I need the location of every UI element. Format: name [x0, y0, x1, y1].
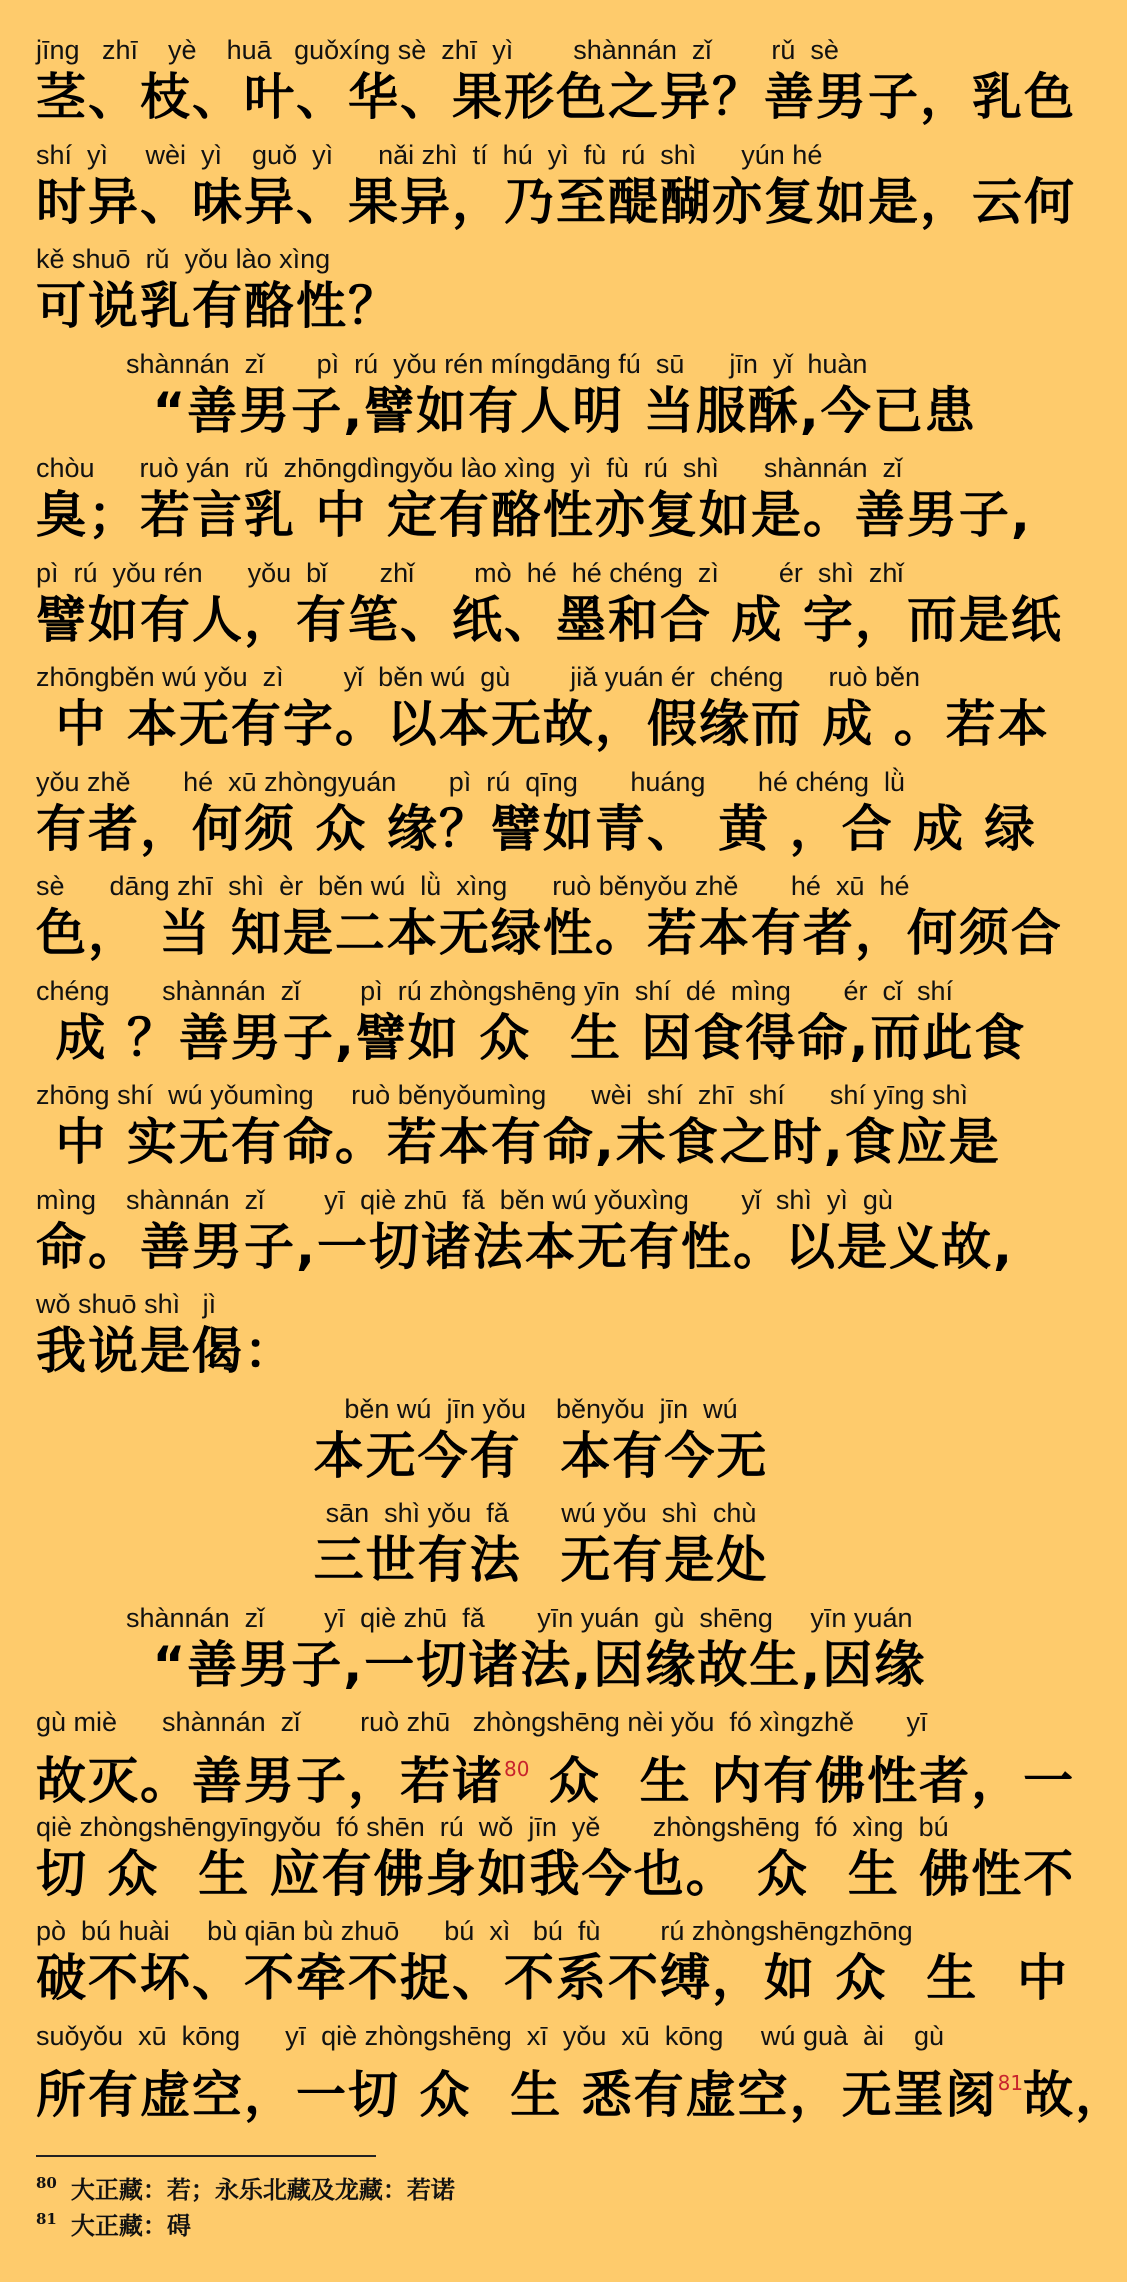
hanzi-text: 时异、味异、果异，乃至醍醐亦复如是，云何 [36, 172, 1076, 231]
verse-line [36, 1180, 1046, 1280]
pinyin-annotation: zhōng shí wú yǒumìng ruò běnyǒumìng wèi shí zhī shí shí yīng shì [36, 1080, 968, 1110]
verse-line [36, 448, 1046, 548]
pinyin-annotation: qiè zhòngshēngyīngyǒu fó shēn rú wǒ jīn yě zhòngshēng fó xìng bú [36, 1811, 949, 1842]
verse-line [36, 2016, 1127, 2124]
pinyin-annotation: pì rú yǒu rén yǒu bǐ zhǐ mò hé hé chéng zì ér shì zhǐ [36, 557, 904, 588]
verse-line [36, 1598, 1046, 1698]
pinyin-annotation: sè dāng zhī shì èr běn wú lǜ xìng ruò běnyǒu zhě hé xū hé [36, 871, 910, 901]
hanzi-text: “善男子,一切诸法,因缘故生,因缘 [36, 1635, 927, 1694]
verse-line [36, 135, 1076, 235]
pinyin-annotation: wǒ shuō shì jì [36, 1289, 217, 1319]
pinyin-annotation: shànnán zǐ yī qiè zhū fǎ yīn yuán gù shēng yīn yuán [36, 1602, 913, 1633]
pinyin-annotation: zhōngběn wú yǒu zì yǐ běn wú gù jiǎ yuán ér chéng ruò běn [36, 662, 921, 692]
hanzi-text: “善男子,譬如有人明 当服酥,今已患 [36, 381, 977, 440]
pinyin-annotation: gù miè shànnán zǐ ruò zhū zhòngshēng nèi yǒu fó xìngzhě yī [36, 1707, 928, 1737]
hanzi-text: 色， 当 知是二本无绿性。若本有者，何须合 [36, 904, 1063, 962]
hanzi-text: 我说是偈： [36, 1322, 296, 1380]
pinyin-annotation: běn wú jīn yǒu běnyǒu jīn wú [344, 1393, 738, 1424]
hanzi-text: 所有虚空，一切 众 生 悉有虚空，无罣阂$^{81}$故， [36, 2065, 1127, 2124]
verse-line [36, 344, 1046, 444]
footnote-number: 80 [36, 2174, 57, 2192]
footnote-text: 大正藏：若；永乐北藏及龙藏：若诺 [70, 2175, 455, 2204]
footnote-text: 大正藏：碍 [70, 2211, 191, 2240]
footnote-marker[interactable]: 80 [504, 1757, 530, 1781]
hanzi-text: 茎、枝、叶、华、果形色之异？善男子，乳色 [36, 68, 1076, 126]
pinyin-annotation: sān shì yǒu fǎ wú yǒu shì chù [325, 1498, 757, 1528]
pinyin-annotation: mìng shànnán zǐ yī qiè zhū fǎ běn wú yǒuxìng yǐ shì yì gù [36, 1184, 893, 1215]
verse-line [36, 1807, 1076, 1907]
verse-line [36, 1075, 1046, 1175]
pinyin-annotation: chòu ruò yán rǔ zhōngdìngyǒu lào xìng yì fù rú shì shànnán zǐ [36, 453, 903, 483]
pinyin-annotation: shí yì wèi yì guǒ yì nǎi zhì tí hú yì fù rú shì yún hé [36, 139, 823, 170]
verse-line [36, 1702, 1076, 1810]
hanzi-text: 三世有法 无有是处 [313, 1531, 769, 1589]
hanzi-text: 破不坏、不牵不捉、不系不缚，如 众 生 中 [36, 1949, 1070, 2007]
hanzi-text: 譬如有人，有笔、纸、墨和合 成 字，而是纸 [36, 590, 1063, 649]
pinyin-annotation: suǒyǒu xū kōng yī qiè zhòngshēng xī yǒu xū kōng wú guà ài gù [36, 2020, 945, 2051]
footnote-divider [36, 2155, 376, 2157]
verse-line [36, 1493, 1046, 1593]
hanzi-text: 可说乳有酪性？ [36, 277, 400, 335]
verse-line [36, 657, 1050, 757]
verse-line [36, 762, 1046, 862]
pinyin-annotation: pò bú huài bù qiān bù zhuō bú xì bú fù rú zhòngshēngzhōng [36, 1916, 913, 1946]
hanzi-text: 命。善男子,一切诸法本无有性。以是义故, [36, 1217, 1014, 1276]
hanzi-text: 中 实无有命。若本有命,未食之时,食应是 [36, 1113, 1001, 1171]
pinyin-annotation: kě shuō rǔ yǒu lào xìng [36, 244, 331, 274]
footnote-80 [36, 2170, 455, 2205]
hanzi-text: 有者，何须 众 缘？譬如青、 黄 ，合 成 绿 [36, 799, 1037, 858]
verse-line [36, 30, 1076, 130]
verse-line [36, 1389, 1046, 1489]
verse-line [36, 553, 1063, 653]
pinyin-annotation: shànnán zǐ pì rú yǒu rén míngdāng fú sū jīn yǐ huàn [36, 348, 868, 379]
verse-line [36, 239, 1046, 339]
hanzi-text: 中 本无有字。以本无故，假缘而 成 。若本 [36, 695, 1050, 753]
hanzi-text: 故灭。善男子，若诸$^{80}$ 众 生 内有佛性者，一 [36, 1752, 1076, 1810]
verse-line [36, 1911, 1070, 2011]
hanzi-text: 本无今有 本有今无 [313, 1426, 769, 1485]
verse-line [36, 971, 1046, 1071]
footnote-81 [36, 2206, 191, 2241]
pinyin-annotation: chéng shànnán zǐ pì rú zhòngshēng yīn shí dé mìng ér cǐ shí [36, 975, 953, 1006]
verse-line [36, 866, 1063, 966]
pinyin-annotation: jīng zhī yè huā guǒxíng sè zhī yì shànnán zǐ rǔ sè [36, 35, 839, 65]
footnote-marker[interactable]: 81 [997, 2070, 1024, 2095]
hanzi-text: 切 众 生 应有佛身如我今也。 众 生 佛性不 [36, 1844, 1076, 1903]
pinyin-annotation: yǒu zhě hé xū zhòngyuán pì rú qīng huáng hé chéng lǜ [36, 766, 906, 797]
hanzi-text: 成 ？善男子,譬如 众 生 因食得命,而此食 [36, 1008, 1027, 1067]
hanzi-text: 臭；若言乳 中 定有酪性亦复如是。善男子, [36, 486, 1032, 544]
footnote-number: 81 [36, 2210, 57, 2228]
verse-line [36, 1284, 1046, 1384]
